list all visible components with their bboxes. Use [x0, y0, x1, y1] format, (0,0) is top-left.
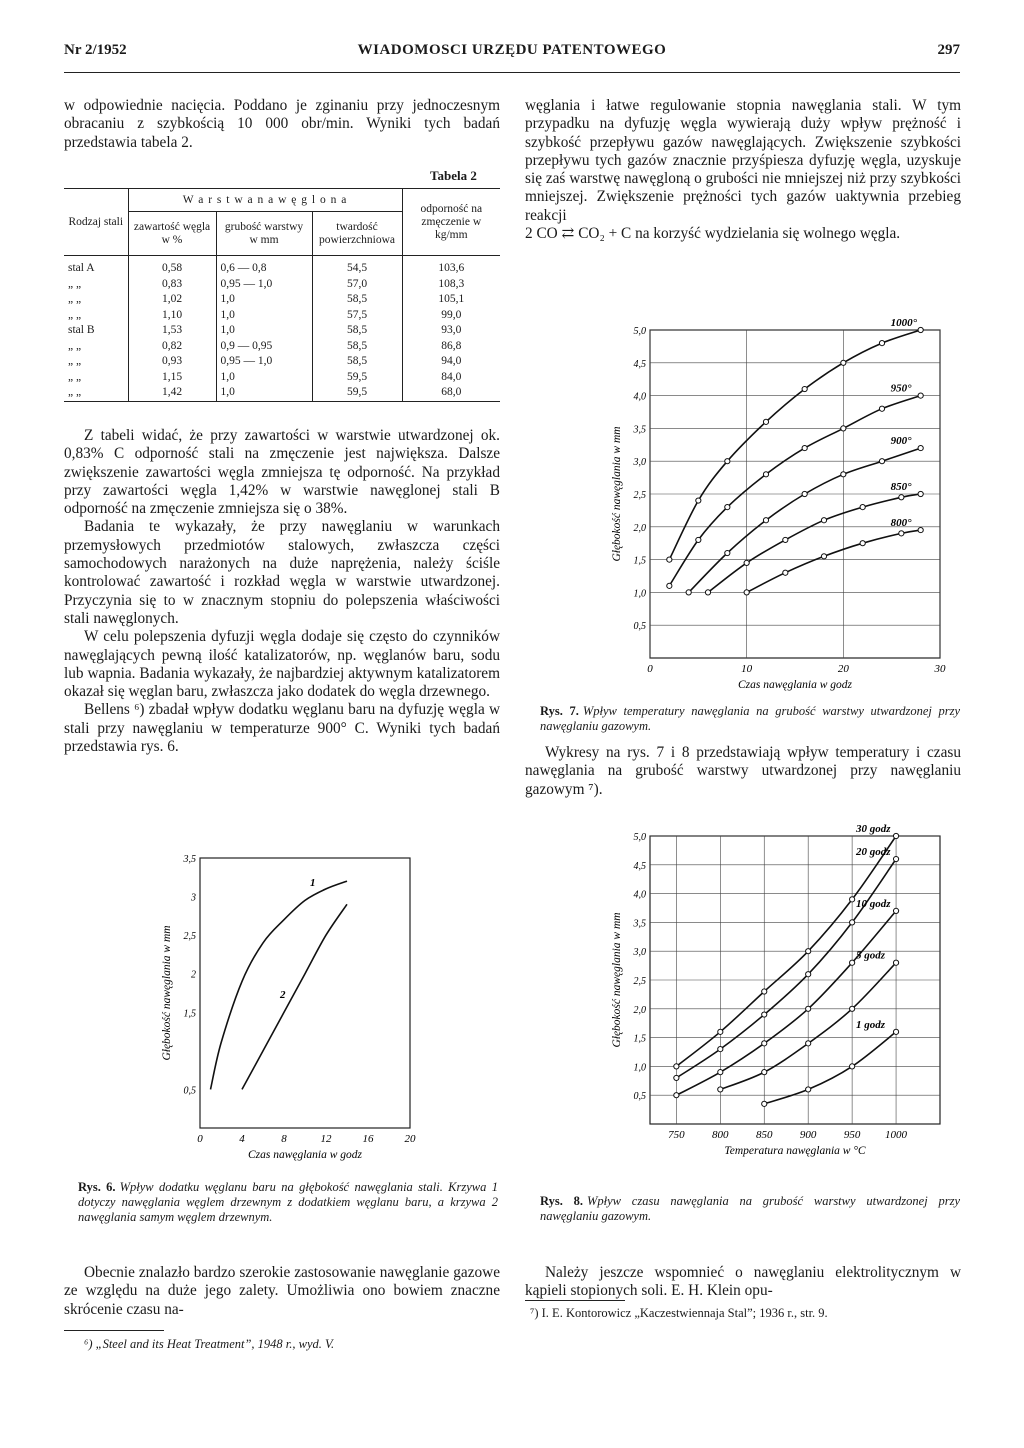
- x-tick-label: 20: [404, 1133, 416, 1145]
- table-cell-t: 58,5: [312, 339, 402, 355]
- header-twardosc: twardość powierzchniowa: [312, 212, 402, 256]
- series-line-4: [764, 1032, 896, 1104]
- y-tick-label: 2,5: [633, 976, 646, 987]
- table-cell-stal: „ „: [64, 308, 128, 324]
- table-cell-c: 0,58: [128, 256, 216, 277]
- y-tick-label: 0,5: [633, 1091, 646, 1103]
- y-axis-label: Głębokość nawęglania w mm: [611, 426, 623, 562]
- table-cell-t: 54,5: [312, 256, 402, 277]
- right-paragraph-bottom: [525, 1264, 961, 1301]
- series-label: 950°: [890, 382, 912, 395]
- data-point: [802, 386, 807, 391]
- table-cell-stal: „ „: [64, 292, 128, 308]
- table-cell-g: 1,0: [216, 385, 312, 401]
- data-point: [918, 491, 923, 496]
- data-point: [893, 856, 898, 861]
- y-tick-label: 4,0: [633, 889, 646, 901]
- data-point: [744, 560, 749, 565]
- x-tick-label: 10: [741, 663, 753, 675]
- table-cell-o: 99,0: [441, 308, 462, 321]
- left-paragraph-bottom: [64, 1264, 500, 1319]
- data-point: [718, 1070, 723, 1075]
- x-axis-label: Czas nawęglania w godz: [247, 1149, 363, 1161]
- x-axis-label: Temperatura nawęglania w °C: [724, 1145, 866, 1157]
- paragraph: Wykresy na rys. 7 i 8 przedstawiają wpływ temperatury i czasu nawęglania na grubość warstwy utwardzonej przy nawęglaniu gazowym ⁷).: [525, 744, 961, 798]
- table-cell-t: 57,5: [312, 308, 402, 324]
- data-point: [899, 531, 904, 536]
- series-label: 1: [310, 877, 316, 889]
- rys6-caption: [78, 1180, 498, 1225]
- y-tick-label: 5,0: [633, 832, 646, 843]
- footnote-6: ⁶) „Steel and its Heat Treatment”, 1948 r., wyd. V.: [84, 1337, 335, 1351]
- data-point: [686, 590, 691, 595]
- data-point: [860, 541, 865, 546]
- data-point: [667, 583, 672, 588]
- caption-text: Wpływ dodatku węglanu baru na głębokość nawęglania stali. Krzywa 1 dotyczy nawęglania węglem drzewnym z dodatkiem węglanu baru, a krzywa 2 nawęglania samym węglem drzewnym.: [78, 1180, 498, 1224]
- table-cell-g: 1,0: [216, 323, 312, 339]
- data-point: [918, 393, 923, 398]
- y-tick-label: 2,0: [633, 1004, 646, 1016]
- x-tick-label: 900: [799, 1129, 817, 1141]
- rys7-chart: [600, 318, 960, 698]
- table-cell-t: 58,5: [312, 354, 402, 370]
- table-cell-o: 68,0: [441, 386, 462, 399]
- x-tick-label: 12: [320, 1133, 332, 1145]
- y-tick-label: 1,0: [633, 1062, 646, 1074]
- data-point: [667, 557, 672, 562]
- y-tick-label: 1,5: [633, 555, 646, 567]
- caption-text: Wpływ temperatury nawęglania na grubość warstwy utwardzonej przy nawęglaniu gazowym.: [540, 704, 961, 733]
- footnote-7: ⁷) I. E. Kontorowicz „Kaczestwiennaja Stal”; 1936 r., str. 9.: [530, 1306, 828, 1320]
- caption-number: Rys. 6.: [78, 1180, 116, 1194]
- data-point: [674, 1064, 679, 1069]
- data-point: [718, 1029, 723, 1034]
- table-cell-t: 59,5: [312, 370, 402, 386]
- series-label: 5 godz: [856, 949, 886, 962]
- data-point: [802, 491, 807, 496]
- table-body: [64, 256, 500, 401]
- y-tick-label: 2: [191, 969, 196, 981]
- x-tick-label: 20: [837, 663, 849, 675]
- table-cell-g: 0,95 — 1,0: [216, 354, 312, 370]
- table-cell-stal: stal A: [64, 256, 128, 277]
- table-row: [64, 370, 500, 386]
- rys8-chart: [600, 824, 960, 1164]
- data-point: [725, 550, 730, 555]
- data-point: [893, 1029, 898, 1034]
- data-point: [879, 459, 884, 464]
- data-point: [806, 972, 811, 977]
- series-label: 900°: [890, 435, 912, 448]
- caption-text: Wpływ czasu nawęglania na grubość warstwy utwardzonej przy nawęglaniu gazowym.: [540, 1194, 960, 1223]
- y-tick-label: 0,5: [633, 621, 646, 633]
- paragraph: w odpowiednie nacięcia. Poddano je zginaniu przy jednoczesnym obracaniu z szybkością 10 000 obr/min. Wyniki tych badań przedstawia tabela 2.: [64, 97, 500, 151]
- y-tick-label: 3,5: [633, 918, 646, 930]
- table-cell-stal: „ „: [64, 277, 128, 293]
- reaction-text: 2 CO ⇄ CO₂ + C na korzyść wydzielania się wolnego węgla.: [525, 225, 901, 243]
- table-cell-g: 0,6 — 0,8: [216, 256, 312, 277]
- table-bottom-rule: [64, 401, 500, 402]
- data-point: [674, 1075, 679, 1080]
- table-row: [64, 339, 500, 355]
- table-cell-o: 86,8: [441, 339, 462, 352]
- data-point: [850, 1006, 855, 1011]
- table-cell-g: 1,0: [216, 370, 312, 386]
- header-warstwa: W a r s t w a n a w ę g l o n a: [128, 189, 402, 212]
- series-label: 20 godz: [856, 846, 891, 859]
- y-tick-label: 3,0: [633, 947, 646, 959]
- series-line-3: [708, 494, 921, 592]
- data-point: [918, 527, 923, 532]
- caption-number: Rys. 7.: [540, 704, 579, 718]
- data-point: [696, 498, 701, 503]
- left-paragraph-top: [64, 97, 500, 152]
- y-tick-label: 3,0: [633, 457, 646, 469]
- y-tick-label: 1,5: [633, 1033, 646, 1045]
- data-point: [806, 1006, 811, 1011]
- series-label: 2: [280, 989, 286, 1001]
- table-cell-o: 105,1: [438, 293, 465, 306]
- table-cell-c: 1,53: [128, 323, 216, 339]
- data-point: [841, 426, 846, 431]
- paragraph: Z tabeli widać, że przy zawartości w warstwie utwardzonej ok. 0,83% C odporność stali na zmęczenie jest największa. Dalsze zwiększenie zawartości węgla zmniejsza tę odporność. Na przykład przy zawartości węgla 1,42% w warstwie nawęglonej stali B odporność na zmęczenie zmniejsza się o 38%.: [64, 427, 500, 518]
- table-row: [64, 354, 500, 370]
- header-rodzaj: Rodzaj stali: [64, 189, 128, 256]
- paragraph: Badania te wykazały, że przy nawęglaniu w warunkach przemysłowych przedmiotów stalowych, zwłaszcza części samochodowych narażonych na duże naprężenia, należy ściśle kontrolować zawartość i rozkład węgla w warstwie utwardzonej. Przyczynia się to w znacznym stopniu do polepszenia właściwości stali nawęglonych.: [64, 518, 500, 627]
- table-cell-c: 1,02: [128, 292, 216, 308]
- data-point: [718, 1087, 723, 1092]
- paragraph: węglania i łatwe regulowanie stopnia nawęglania stali. W tym przypadku na dyfuzję węgla wywierają duży wpływ prężność i szybkość przepływu gazów nawęglających. Zwiększenie szybkości przepływu tych gazów znacznie przyśpiesza dyfuzję węgla, uzyskuje się zaś warstwę nawęgloną o grubości nie mniejszej niż przy szybkości mniejszej. Zwiększenie prężności tych gazów uaktywnia przebieg reakcji: [525, 97, 961, 224]
- data-point: [718, 1047, 723, 1052]
- data-point: [696, 537, 701, 542]
- data-point: [893, 960, 898, 965]
- table-cell-t: 57,0: [312, 277, 402, 293]
- footnote-rule: [64, 1330, 164, 1331]
- table-cell-o: 94,0: [441, 355, 462, 368]
- rys8-caption: [540, 1194, 960, 1224]
- data-point: [918, 445, 923, 450]
- table-cell-c: 1,10: [128, 308, 216, 324]
- series-label: 1000°: [890, 318, 918, 329]
- table-cell-t: 58,5: [312, 323, 402, 339]
- table-cell-g: 0,95 — 1,0: [216, 277, 312, 293]
- table-cell-t: 59,5: [312, 385, 402, 401]
- issue-number: Nr 2/1952: [64, 42, 127, 58]
- table-cell-o: 84,0: [441, 370, 462, 383]
- data-point: [725, 505, 730, 510]
- series-line-0: [211, 881, 348, 1089]
- table-cell-stal: stal B: [64, 323, 128, 339]
- table-cell-stal: „ „: [64, 339, 128, 355]
- data-point: [763, 472, 768, 477]
- y-tick-label: 3,5: [633, 424, 646, 436]
- right-paragraph-wykresy: [525, 744, 961, 799]
- table-row: [64, 256, 500, 277]
- y-tick-label: 5,0: [633, 326, 646, 337]
- data-point: [725, 459, 730, 464]
- data-point: [806, 1087, 811, 1092]
- header-grubosc: grubość warstwy w mm: [216, 212, 312, 256]
- data-point: [674, 1093, 679, 1098]
- data-point: [705, 590, 710, 595]
- data-point: [893, 833, 898, 838]
- table-cell-c: 0,82: [128, 339, 216, 355]
- x-tick-label: 8: [281, 1133, 287, 1145]
- data-point: [841, 360, 846, 365]
- table-row: [64, 277, 500, 293]
- y-tick-label: 2,0: [633, 522, 646, 534]
- paragraph: Bellens ⁶) zbadał wpływ dodatku węglanu baru na dyfuzję węgla w stali przy nawęglaniu w temperaturze 900° C. Wyniki tych badań przedstawia rys. 6.: [64, 701, 500, 756]
- x-tick-label: 0: [197, 1133, 203, 1145]
- table-cell-stal: „ „: [64, 385, 128, 401]
- data-point: [762, 1012, 767, 1017]
- table-cell-stal: „ „: [64, 370, 128, 386]
- data-point: [850, 897, 855, 902]
- caption-number: Rys. 8.: [540, 1194, 583, 1208]
- data-point: [763, 518, 768, 523]
- data-point: [806, 949, 811, 954]
- data-point: [783, 570, 788, 575]
- data-point: [821, 518, 826, 523]
- y-tick-label: 1,0: [633, 588, 646, 600]
- series-line-0: [669, 330, 920, 560]
- table-row: [64, 385, 500, 401]
- table-row: [64, 323, 500, 339]
- series-line-4: [747, 530, 921, 592]
- data-point: [860, 505, 865, 510]
- table-cell-c: 1,15: [128, 370, 216, 386]
- x-tick-label: 4: [239, 1133, 245, 1145]
- footnote-rule: [525, 1300, 625, 1301]
- data-point: [893, 908, 898, 913]
- data-point: [850, 960, 855, 965]
- table-cell-g: 1,0: [216, 308, 312, 324]
- series-label: 1 godz: [856, 1018, 886, 1031]
- rys7-caption: [540, 704, 960, 734]
- data-point: [762, 1041, 767, 1046]
- data-point: [841, 472, 846, 477]
- table-row: [64, 292, 500, 308]
- page-number: 297: [937, 42, 960, 58]
- paragraph: W celu polepszenia dyfuzji węgla dodaje się często do czynników nawęglających pewną ilość katalizatorów, np. węglanów baru, sodu lub wapnia. Badania wykazały, że najbardziej aktywnym katalizatorem okazał się węglan baru, zwłaszcza jako dodatek do węgla drzewnego.: [64, 628, 500, 701]
- y-tick-label: 3,5: [183, 854, 196, 865]
- right-paragraph-top: [525, 97, 961, 243]
- table-cell-c: 1,42: [128, 385, 216, 401]
- data-point: [762, 1101, 767, 1106]
- x-tick-label: 0: [647, 663, 653, 675]
- x-tick-label: 1000: [885, 1129, 908, 1141]
- y-tick-label: 4,0: [633, 391, 646, 403]
- table-cell-g: 0,9 — 0,95: [216, 339, 312, 355]
- left-paragraphs-mid: [64, 427, 500, 756]
- data-point: [806, 1041, 811, 1046]
- x-tick-label: 850: [755, 1129, 773, 1141]
- table-cell-c: 0,83: [128, 277, 216, 293]
- data-point: [762, 1070, 767, 1075]
- table-cell-t: 58,5: [312, 292, 402, 308]
- data-point: [802, 445, 807, 450]
- table-cell-o: 103,6: [438, 262, 465, 275]
- data-point: [762, 989, 767, 994]
- header-rule: [64, 72, 960, 73]
- journal-title: WIADOMOSCI URZĘDU PATENTOWEGO: [357, 42, 667, 58]
- y-tick-label: 1,5: [183, 1008, 196, 1020]
- series-label: 850°: [890, 481, 912, 493]
- y-tick-label: 4,5: [633, 358, 646, 370]
- data-point: [879, 341, 884, 346]
- paragraph: Obecnie znalazło bardzo szerokie zastosowanie nawęglanie gazowe ze względu na duże jego zalety. Umożliwia ono bowiem znaczne skrócenie czasu na-: [64, 1264, 500, 1318]
- y-axis-label: Głębokość nawęglania w mm: [611, 912, 623, 1048]
- table-cell-g: 1,0: [216, 292, 312, 308]
- x-axis-label: Czas nawęglania w godz: [737, 679, 853, 691]
- header-odpornosc: odporność na zmęczenie w kg/mm: [402, 189, 500, 256]
- data-point: [850, 1064, 855, 1069]
- table-row: [64, 308, 500, 324]
- data-point: [744, 590, 749, 595]
- series-label: 10 godz: [856, 897, 891, 910]
- data-point: [763, 419, 768, 424]
- data-point: [879, 406, 884, 411]
- x-tick-label: 16: [362, 1133, 374, 1145]
- x-tick-label: 30: [934, 663, 946, 675]
- series-line-2: [689, 448, 921, 592]
- table-label: Tabela 2: [430, 168, 477, 183]
- table-cell-o: 93,0: [441, 324, 462, 337]
- data-point: [821, 554, 826, 559]
- series-line-1: [242, 904, 347, 1089]
- plot-frame: [200, 858, 410, 1128]
- y-tick-label: 0,5: [183, 1085, 196, 1097]
- paragraph: Należy jeszcze wspomnieć o nawęglaniu elektrolitycznym w kąpieli stopionych soli. E. H. Klein opu-: [525, 1264, 961, 1300]
- x-tick-label: 950: [843, 1129, 861, 1141]
- series-line-1: [676, 859, 896, 1078]
- data-point: [783, 537, 788, 542]
- series-label: 800°: [890, 517, 912, 530]
- series-line-2: [676, 911, 896, 1095]
- x-tick-label: 800: [712, 1129, 729, 1141]
- table-2: [64, 188, 500, 402]
- y-tick-label: 3: [191, 892, 196, 904]
- rys6-chart: [160, 848, 450, 1168]
- y-tick-label: 2,5: [183, 931, 196, 943]
- series-label: 30 godz: [856, 824, 891, 835]
- data-point: [899, 495, 904, 500]
- running-header: [64, 38, 960, 66]
- data-point: [918, 327, 923, 332]
- y-tick-label: 4,5: [633, 860, 646, 872]
- y-axis-label: Głębokość nawęglania w mm: [161, 925, 173, 1061]
- data-point: [850, 920, 855, 925]
- table-cell-o: 108,3: [438, 277, 465, 290]
- y-tick-label: 2,5: [633, 490, 646, 501]
- header-zawartosc: zawartość węgla w %: [128, 212, 216, 256]
- x-tick-label: 750: [668, 1129, 685, 1141]
- table-cell-stal: „ „: [64, 354, 128, 370]
- series-line-1: [669, 396, 920, 586]
- table-cell-c: 0,93: [128, 354, 216, 370]
